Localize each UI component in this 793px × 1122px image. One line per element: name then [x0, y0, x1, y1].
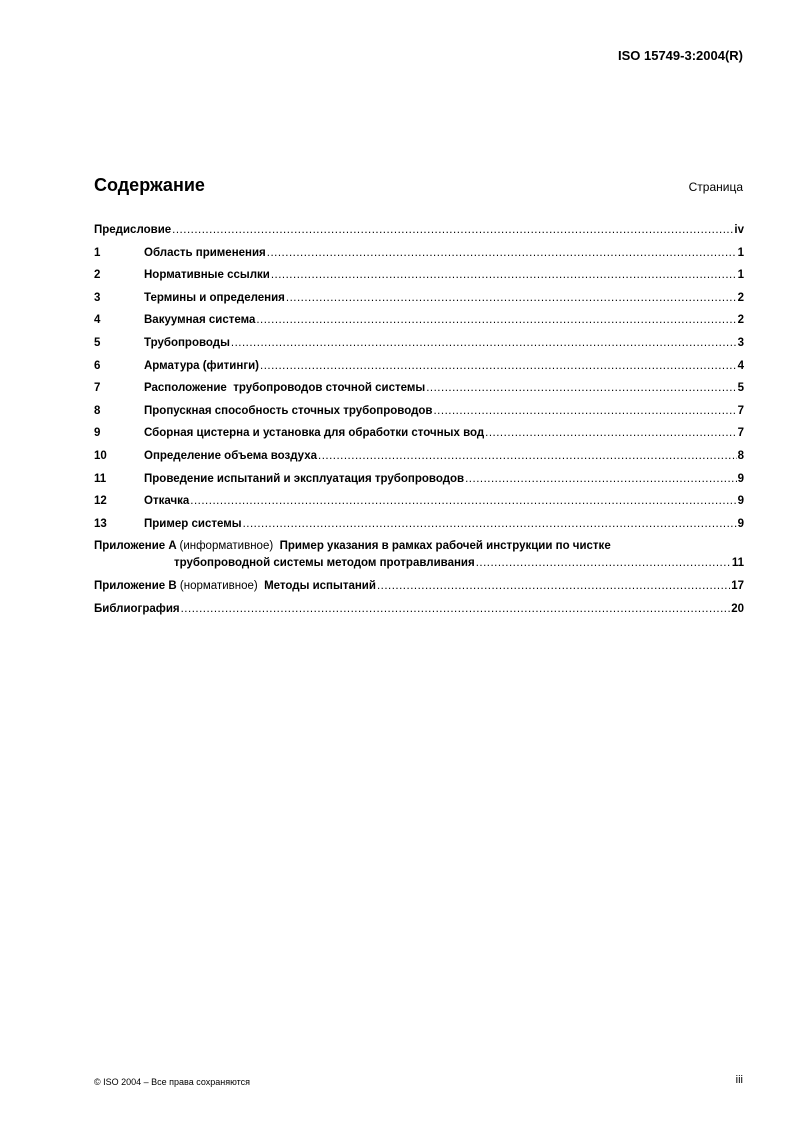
- toc-entry-title: Предисловие: [94, 224, 172, 236]
- leader-dots: [267, 247, 737, 259]
- toc-entry-page: 1: [737, 246, 744, 259]
- toc-entry-title: Библиография: [94, 602, 180, 615]
- page-column-label: Страница: [688, 180, 743, 194]
- toc-entry-title: Термины и определения: [144, 291, 285, 304]
- annex-status: (нормативное): [179, 579, 258, 592]
- toc-entry-title: Пропускная способность сточных трубопроводов: [144, 404, 433, 417]
- toc-entry-title: Проведение испытаний и эксплуатация трубопроводов: [144, 472, 465, 485]
- toc-entry-title: Нормативные ссылки: [144, 269, 270, 282]
- toc-entry-number: 1: [94, 246, 101, 259]
- toc-title: Содержание: [94, 175, 205, 195]
- toc-entry-clause[interactable]: [94, 382, 744, 405]
- leader-dots: [286, 292, 737, 304]
- toc-entry-clause[interactable]: [94, 427, 744, 450]
- toc-entry-page: 7: [737, 404, 744, 417]
- leader-dots: [260, 360, 737, 372]
- toc-entry-title: Арматура (фитинги): [144, 359, 260, 372]
- toc-entry-title: Расположение трубопроводов сточной системы: [144, 382, 426, 395]
- toc-entry-title: Откачка: [144, 495, 190, 508]
- toc-entry-page: 9: [737, 517, 744, 530]
- toc-entry-page: 2: [737, 314, 744, 327]
- toc-entry-clause[interactable]: [94, 314, 744, 337]
- toc-entry-annex-b[interactable]: [94, 580, 744, 603]
- toc-entry-number: 8: [94, 404, 101, 417]
- toc-entry-title: Сборная цистерна и установка для обработки сточных вод: [144, 427, 485, 440]
- toc-entry-page: 8: [737, 449, 744, 462]
- leader-dots: [231, 337, 737, 349]
- toc-entry-page: iv: [734, 224, 744, 236]
- toc-entry-title: Определение объема воздуха: [144, 449, 317, 462]
- toc-entry-number: 4: [94, 314, 101, 327]
- toc-entry-page: 2: [737, 291, 744, 304]
- toc-entry-number: 2: [94, 269, 101, 282]
- toc-entry-title: Область применения: [144, 246, 266, 259]
- leader-dots: [465, 473, 736, 485]
- toc-entry-bibliography[interactable]: [94, 603, 744, 626]
- leader-dots: [433, 405, 736, 417]
- toc-entry-number: 6: [94, 359, 101, 372]
- toc-entry-number: 12: [94, 495, 107, 508]
- toc-entry-number: 3: [94, 291, 101, 304]
- toc-entry-clause[interactable]: [94, 495, 744, 518]
- toc-entry-page: 3: [737, 336, 744, 349]
- toc-entry-page: 20: [731, 602, 744, 615]
- leader-dots: [377, 580, 730, 592]
- toc-entry-title: Пример системы: [144, 517, 242, 530]
- toc-entry-clause[interactable]: [94, 247, 744, 270]
- toc-entry-clause[interactable]: [94, 269, 744, 292]
- page-number: iii: [735, 1074, 743, 1086]
- leader-dots: [485, 427, 736, 439]
- toc-entry-page: 9: [737, 472, 744, 485]
- leader-dots: [190, 495, 736, 507]
- toc-entry-page: 7: [737, 427, 744, 440]
- toc-entry-page: 17: [731, 579, 744, 592]
- leader-dots: [172, 224, 733, 236]
- toc-entry-number: 13: [94, 517, 107, 530]
- toc-entry-clause[interactable]: [94, 292, 744, 315]
- toc-entry-number: 9: [94, 427, 101, 440]
- toc-entry-title: Трубопроводы: [144, 336, 230, 349]
- annex-label: Приложение A: [94, 540, 177, 553]
- leader-dots: [181, 603, 731, 615]
- toc-entry-clause[interactable]: [94, 473, 744, 496]
- annex-label: Приложение B: [94, 579, 177, 592]
- table-of-contents: [94, 224, 744, 625]
- annex-title: Методы испытаний: [264, 579, 376, 592]
- leader-dots: [243, 518, 737, 530]
- annex-status: (информативное): [179, 540, 274, 553]
- toc-entry-annex-a[interactable]: [94, 540, 744, 580]
- toc-entry-page: 11: [731, 557, 744, 570]
- copyright-notice: © ISO 2004 – Все права сохраняются: [94, 1077, 251, 1087]
- leader-dots: [271, 269, 737, 281]
- toc-entry-number: 10: [94, 449, 107, 462]
- toc-entry-clause[interactable]: [94, 518, 744, 541]
- toc-entry-number: 7: [94, 382, 101, 395]
- toc-entry-page: 4: [737, 359, 744, 372]
- leader-dots: [426, 382, 736, 394]
- toc-entry-title: Вакуумная система: [144, 314, 256, 327]
- standard-code: ISO 15749-3:2004(R): [617, 48, 743, 63]
- toc-entry-clause[interactable]: [94, 360, 744, 383]
- toc-entry-clause[interactable]: [94, 405, 744, 428]
- toc-entry-page: 1: [737, 269, 744, 282]
- toc-entry-page: 5: [737, 382, 744, 395]
- toc-entry-preface[interactable]: [94, 224, 744, 247]
- leader-dots: [256, 314, 736, 326]
- annex-title-line1: Пример указания в рамках рабочей инструкции по чистке: [279, 540, 611, 553]
- leader-dots: [318, 450, 737, 462]
- toc-entry-number: 5: [94, 336, 101, 349]
- toc-entry-number: 11: [94, 472, 107, 485]
- toc-entry-clause[interactable]: [94, 337, 744, 360]
- toc-entry-clause[interactable]: [94, 450, 744, 473]
- toc-entry-page: 9: [737, 495, 744, 508]
- leader-dots: [476, 557, 731, 569]
- annex-title-line2: трубопроводной системы методом протравливания: [174, 557, 475, 570]
